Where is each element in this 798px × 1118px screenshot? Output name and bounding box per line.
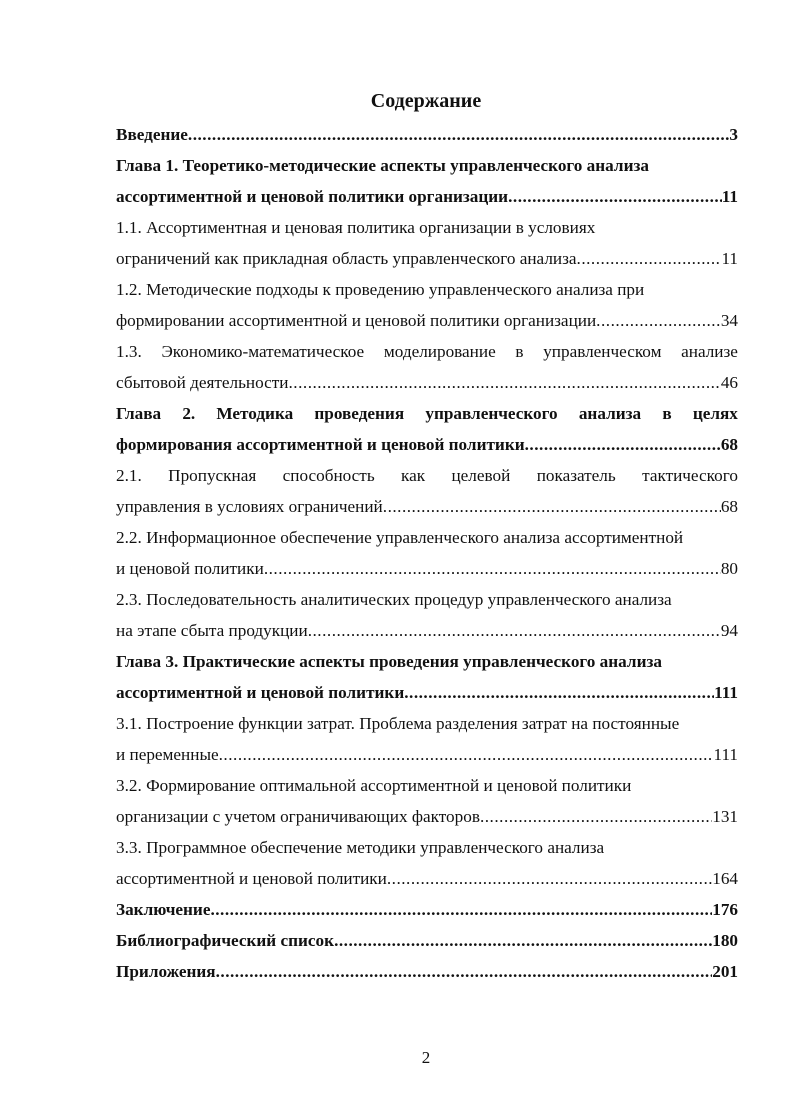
leader-dots (264, 553, 721, 584)
leader-dots (525, 429, 721, 460)
toc-page-number: 68 (720, 497, 738, 516)
toc-page-number: 68 (720, 435, 738, 454)
toc-entry-text: ограничений как прикладная область управленческого анализа (116, 249, 577, 268)
toc-entry-1-3-cont (116, 367, 738, 398)
toc-entry-chapter-1 (116, 150, 738, 181)
leader-dots (404, 677, 714, 708)
toc-page-number: 111 (713, 745, 738, 764)
toc-entry-text: 2.3. Последовательность аналитических процедур управленческого анализа (116, 590, 672, 609)
toc-word: тактического (642, 466, 738, 485)
leader-dots (387, 863, 712, 894)
toc-entry-2-3 (116, 584, 738, 615)
toc-entry-intro (116, 119, 738, 150)
toc-entry-3-3-cont (116, 863, 738, 894)
table-of-contents (116, 119, 738, 987)
toc-page-number: 201 (712, 962, 738, 981)
toc-entry-text: ассортиментной и ценовой политики (116, 683, 405, 702)
toc-entry-3-2 (116, 770, 738, 801)
toc-entry-text: 3.1. Построение функции затрат. Проблема разделения затрат на постоянные (116, 714, 680, 733)
toc-entry-text: 3.3. Программное обеспечение методики управленческого анализа (116, 838, 605, 857)
toc-entry-text: формирования ассортиментной и ценовой политики (116, 435, 525, 454)
toc-entry-text: Библиографический список (116, 931, 335, 950)
toc-page-number: 3 (729, 125, 738, 144)
leader-dots (508, 181, 722, 212)
toc-entry-3-1 (116, 708, 738, 739)
toc-entry-1-1 (116, 212, 738, 243)
toc-word: 2.1. (116, 466, 142, 485)
toc-word: Экономико-математическое (161, 342, 365, 361)
leader-dots (596, 305, 721, 336)
toc-entry-chapter-1-cont (116, 181, 738, 212)
toc-entry-text: 3.2. Формирование оптимальной ассортиментной и ценовой политики (116, 776, 632, 795)
toc-entry-1-3 (116, 336, 738, 367)
toc-entry-chapter-2-cont (116, 429, 738, 460)
toc-entry-2-3-cont (116, 615, 738, 646)
toc-word: целях (692, 404, 738, 423)
toc-entry-text: ассортиментной и ценовой политики (116, 869, 387, 888)
leader-dots (219, 739, 714, 770)
toc-word: в (515, 342, 524, 361)
toc-word: способность (282, 466, 375, 485)
toc-page-number: 34 (720, 311, 738, 330)
toc-word: анализа (578, 404, 642, 423)
page-title: Содержание (370, 90, 482, 112)
toc-entry-chapter-3-cont (116, 677, 738, 708)
toc-entry-text: формировании ассортиментной и ценовой политики организации (116, 311, 597, 330)
toc-word: проведения (314, 404, 405, 423)
leader-dots (188, 119, 730, 150)
toc-word: показатель (536, 466, 616, 485)
toc-word: Методика (216, 404, 294, 423)
toc-word: Пропускная (168, 466, 257, 485)
toc-entry-appendix (116, 956, 738, 987)
toc-entry-2-2 (116, 522, 738, 553)
toc-word: Глава (116, 404, 162, 423)
toc-word: управленческом (543, 342, 662, 361)
leader-dots (210, 894, 712, 925)
toc-entry-text: Заключение (116, 900, 211, 919)
leader-dots (289, 367, 721, 398)
toc-entry-bibliography (116, 925, 738, 956)
toc-entry-text: Приложения (116, 962, 216, 981)
toc-entry-3-1-cont (116, 739, 738, 770)
toc-entry-text: Глава 3. Практические аспекты проведения управленческого анализа (116, 652, 662, 671)
toc-word: 1.3. (116, 342, 142, 361)
page-number: 2 (421, 1048, 431, 1067)
toc-entry-text: ассортиментной и ценовой политики организации (116, 187, 509, 206)
toc-entry-text: управления в условиях ограничений (116, 497, 383, 516)
toc-entry-text: Глава 1. Теоретико-методические аспекты управленческого анализа (116, 156, 649, 175)
toc-word: целевой (451, 466, 511, 485)
toc-entry-3-3 (116, 832, 738, 863)
toc-entry-text: и ценовой политики (116, 559, 264, 578)
toc-entry-text: на этапе сбыта продукции (116, 621, 308, 640)
toc-page-number: 180 (712, 931, 738, 950)
toc-entry-text: и переменные (116, 745, 219, 764)
toc-page-number: 94 (720, 621, 738, 640)
toc-page-number: 131 (712, 807, 738, 826)
toc-entry-1-2-cont (116, 305, 738, 336)
leader-dots (383, 491, 721, 522)
toc-page-number: 11 (721, 249, 738, 268)
toc-entry-2-2-cont (116, 553, 738, 584)
toc-entry-1-2 (116, 274, 738, 305)
toc-page-number: 164 (712, 869, 738, 888)
toc-entry-1-1-cont (116, 243, 738, 274)
toc-word: как (401, 466, 426, 485)
toc-entry-2-1 (116, 460, 738, 491)
leader-dots (216, 956, 713, 987)
toc-word: 2. (182, 404, 196, 423)
toc-word: управленческого (425, 404, 558, 423)
toc-word: в (662, 404, 672, 423)
toc-entry-conclusion (116, 894, 738, 925)
toc-entry-text: 1.1. Ассортиментная и ценовая политика организации в условиях (116, 218, 596, 237)
toc-entry-3-2-cont (116, 801, 738, 832)
toc-entry-chapter-2 (116, 398, 738, 429)
toc-page-number: 111 (714, 683, 738, 702)
leader-dots (480, 801, 712, 832)
toc-page-number: 176 (712, 900, 738, 919)
toc-word: моделирование (383, 342, 496, 361)
toc-entry-text: 2.2. Информационное обеспечение управленческого анализа ассортиментной (116, 528, 684, 547)
leader-dots (334, 925, 712, 956)
toc-page-number: 80 (720, 559, 738, 578)
toc-word: анализе (681, 342, 738, 361)
toc-entry-text: Введение (116, 125, 188, 144)
toc-page-number: 11 (721, 187, 738, 206)
toc-page-number: 46 (720, 373, 738, 392)
toc-entry-2-1-cont (116, 491, 738, 522)
leader-dots (308, 615, 721, 646)
toc-entry-text: 1.2. Методические подходы к проведению управленческого анализа при (116, 280, 645, 299)
toc-entry-text: сбытовой деятельности (116, 373, 289, 392)
toc-entry-text: организации с учетом ограничивающих факторов (116, 807, 480, 826)
toc-entry-chapter-3 (116, 646, 738, 677)
leader-dots (577, 243, 722, 274)
